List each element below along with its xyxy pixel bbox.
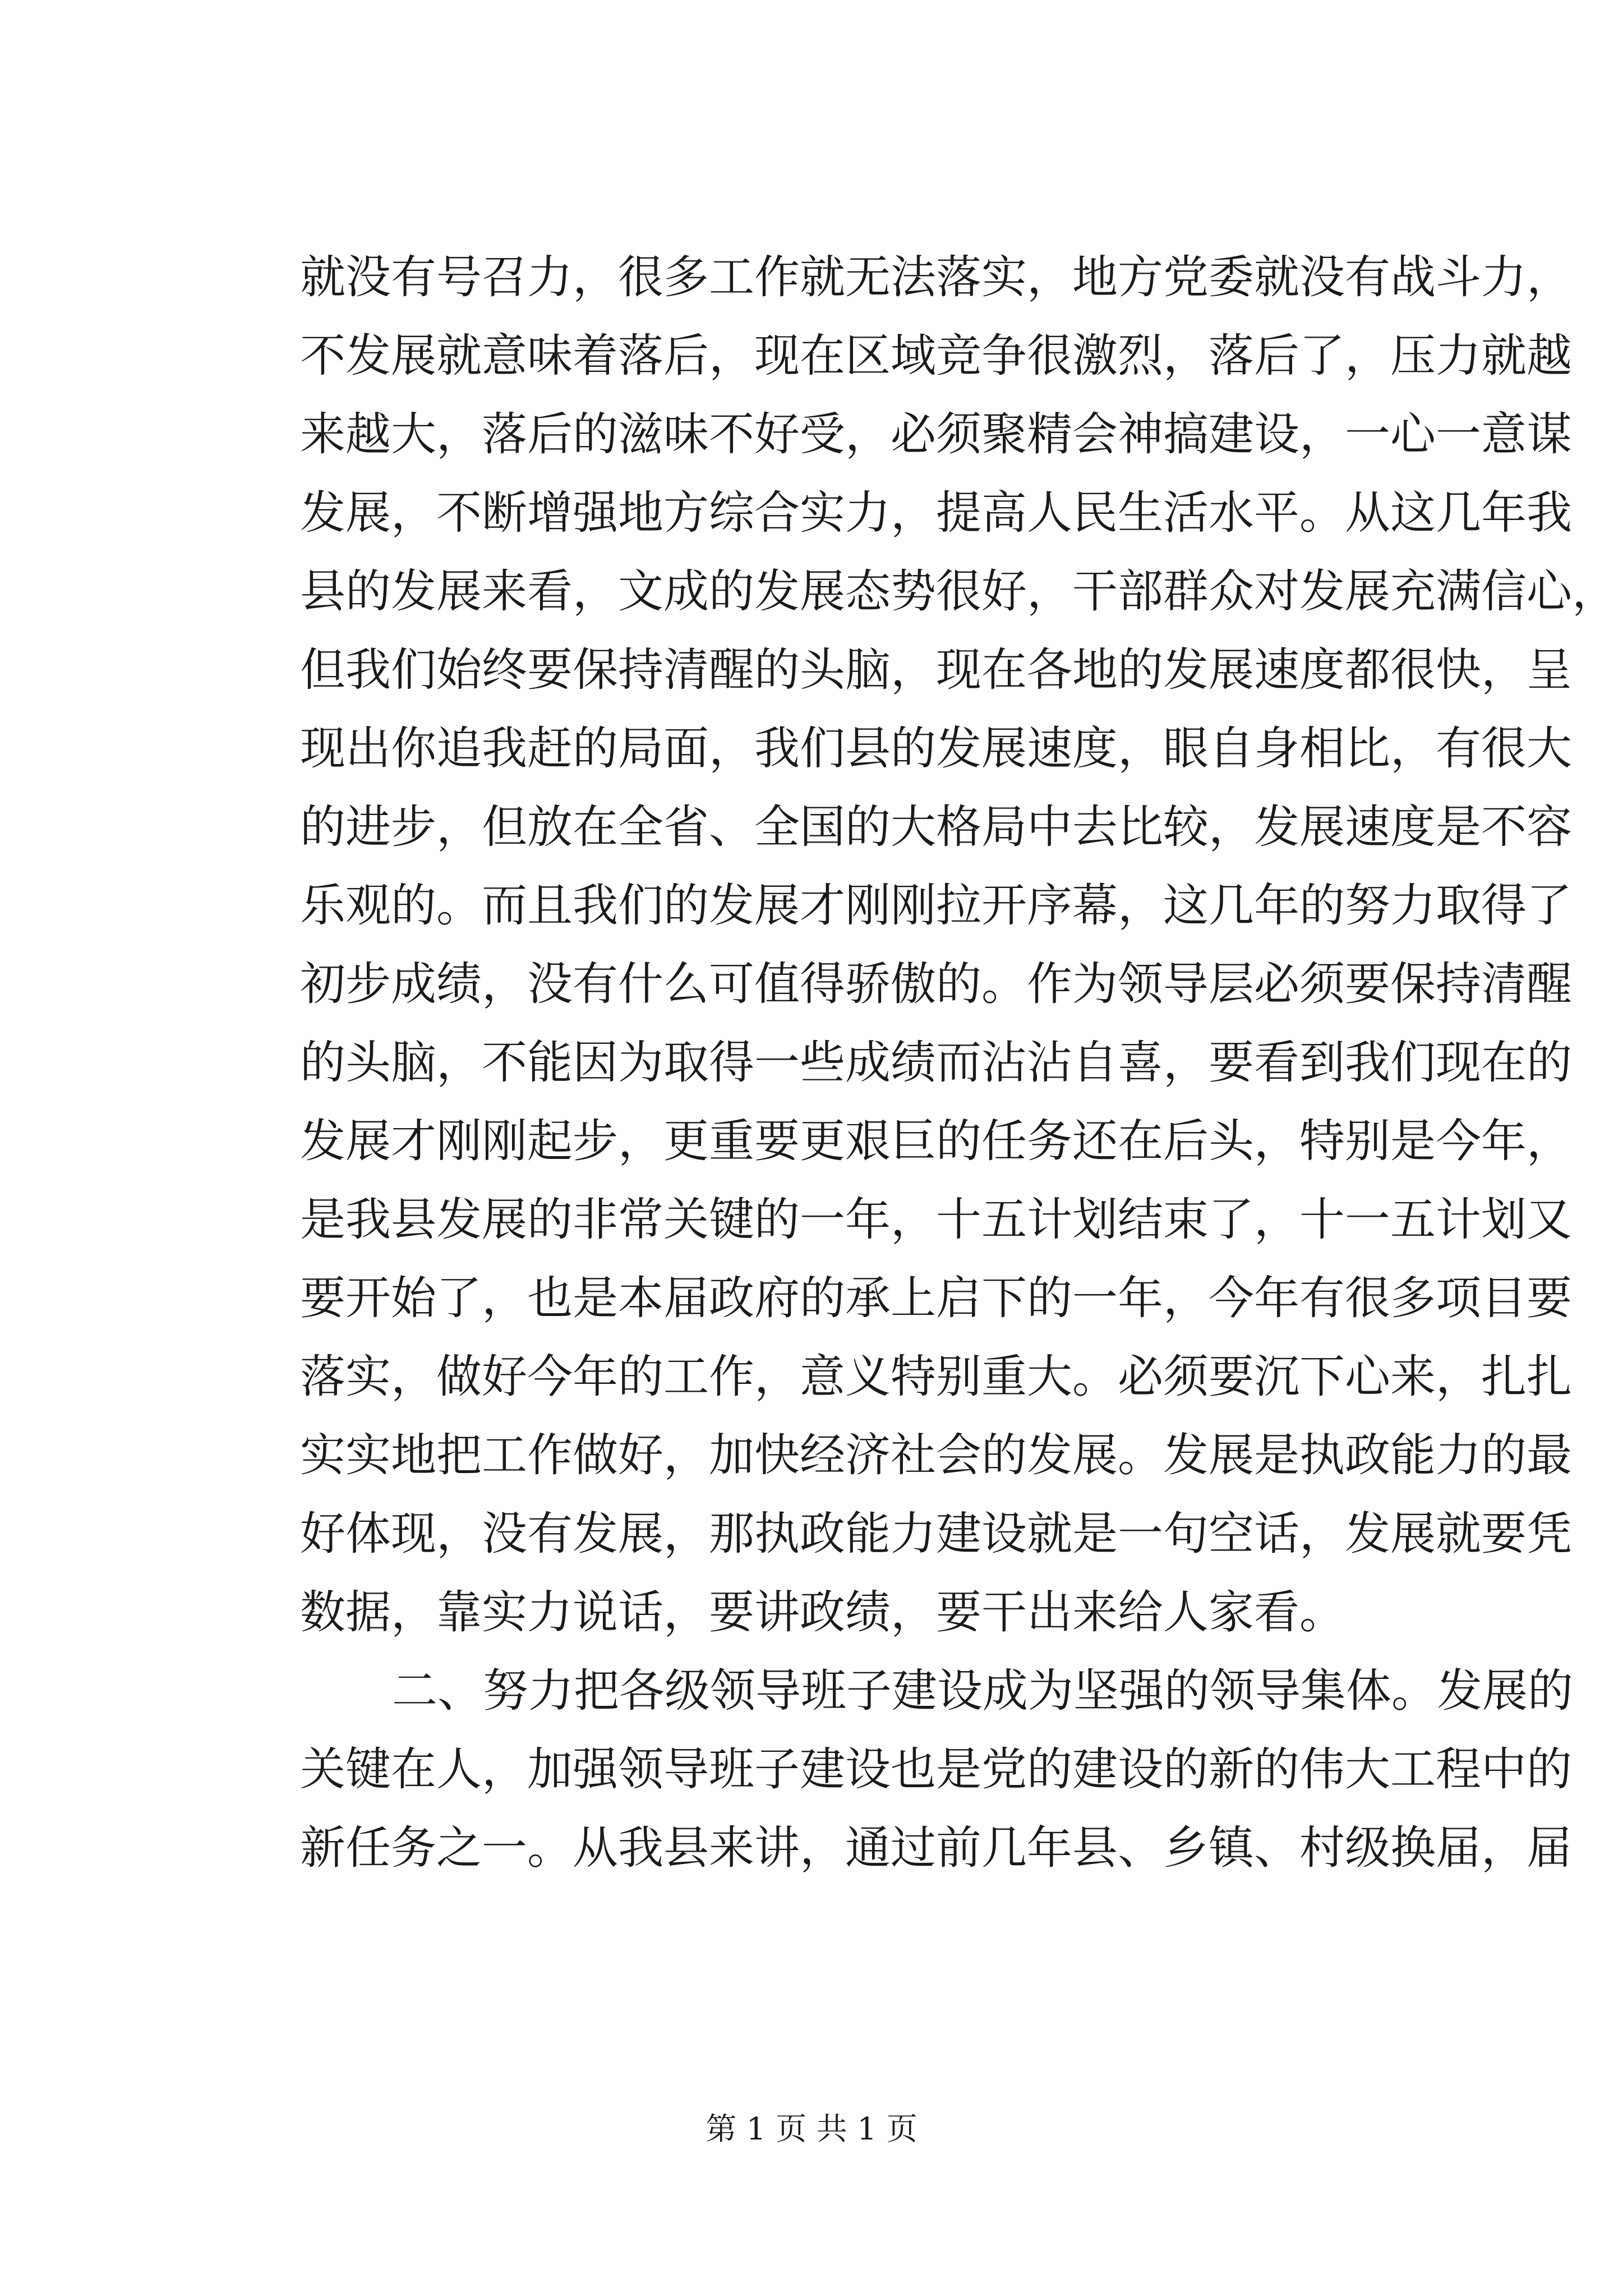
paragraph-line: 来越大，落后的滋味不好受，必须聚精会神搞建设，一心一意谋 <box>300 408 1573 461</box>
paragraph-line: 现出你追我赶的局面，我们县的发展速度，眼自身相比，有很大 <box>300 723 1573 775</box>
paragraph-line: 的进步，但放在全省、全国的大格局中去比较，发展速度是不容 <box>300 801 1573 854</box>
paragraph-line: 好体现，没有发展，那执政能力建设就是一句空话，发展就要凭 <box>300 1508 1573 1561</box>
paragraph-line: 二、努力把各级领导班子建设成为坚强的领导集体。发展的 <box>392 1665 1574 1718</box>
paragraph-line: 是我县发展的非常关键的一年，十五计划结束了，十一五计划又 <box>300 1194 1573 1246</box>
paragraph-line: 就没有号召力，很多工作就无法落实，地方党委就没有战斗力， <box>300 251 1573 304</box>
paragraph-line: 发展，不断增强地方综合实力，提高人民生活水平。从这几年我 <box>300 487 1573 540</box>
paragraph-line: 数据，靠实力说话，要讲政绩，要干出来给人家看。 <box>300 1586 1345 1639</box>
page-footer <box>0 2106 1623 2151</box>
paragraph-line: 发展才刚刚起步，更重要更艰巨的任务还在后头，特别是今年， <box>300 1115 1573 1168</box>
page-indicator: 第 1 页 共 1 页 <box>706 2111 917 2147</box>
paragraph-line: 不发展就意味着落后，现在区域竞争很激烈，落后了，压力就越 <box>300 330 1573 383</box>
paragraph-line: 关键在人，加强领导班子建设也是党的建设的新的伟大工程中的 <box>300 1743 1573 1796</box>
paragraph-line: 的头脑，不能因为取得一些成绩而沾沾自喜，要看到我们现在的 <box>300 1037 1573 1089</box>
paragraph-line: 乐观的。而且我们的发展才刚刚拉开序幕，这几年的努力取得了 <box>300 880 1573 932</box>
paragraph-line: 要开始了，也是本届政府的承上启下的一年，今年有很多项目要 <box>300 1272 1573 1325</box>
paragraph-line: 新任务之一。从我县来讲，通过前几年县、乡镇、村级换届，届 <box>300 1822 1573 1875</box>
paragraph-line: 县的发展来看，文成的发展态势很好，干部群众对发展充满信心， <box>300 565 1618 618</box>
paragraph-line: 初步成绩，没有什么可值得骄傲的。作为领导层必须要保持清醒 <box>300 958 1573 1011</box>
paragraph-line: 但我们始终要保持清醒的头脑，现在各地的发展速度都很快，呈 <box>300 644 1573 697</box>
paragraph-line: 落实，做好今年的工作，意义特别重大。必须要沉下心来，扎扎 <box>300 1351 1573 1404</box>
paragraph-line: 实实地把工作做好，加快经济社会的发展。发展是执政能力的最 <box>300 1429 1573 1482</box>
